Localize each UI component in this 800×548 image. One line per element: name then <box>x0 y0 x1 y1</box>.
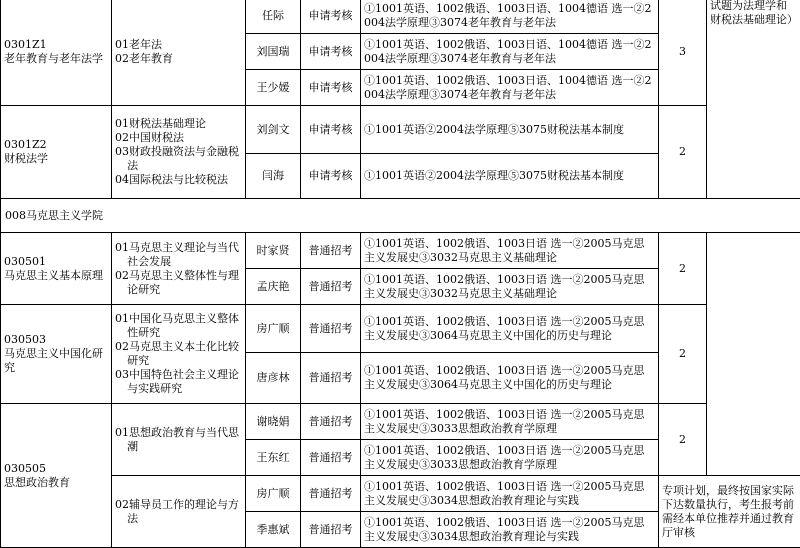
teacher-cell: 唐彦林 <box>246 353 301 404</box>
direction-item: 01中国化马克思主义整体性研究 <box>115 312 242 340</box>
exam-cell: ①1001英语②2004法学原理⑤3075财税法基本制度 <box>361 154 659 199</box>
mode-cell: 申请考核 <box>301 106 361 154</box>
direction-item: 03中国特色社会主义理论与实践研究 <box>115 368 242 396</box>
major-cell: 0301Z1 老年教育与老年法学 <box>1 0 112 106</box>
teacher-cell: 房广顺 <box>246 305 301 353</box>
direction-item: 01思想政治教育与当代思潮 <box>115 426 242 454</box>
direction-item: 02马克思主义本土化比较研究 <box>115 340 242 368</box>
direction-cell <box>112 0 246 106</box>
direction-item: 03财政投融资法与金融税法 <box>115 145 242 173</box>
teacher-cell: 王东红 <box>246 440 301 476</box>
teacher-cell: 任际 <box>246 0 301 34</box>
mode-cell: 申请考核 <box>301 0 361 34</box>
teacher-cell: 孟庆艳 <box>246 269 301 305</box>
note-cell: 试题为法理学和财税法基础理论） <box>707 0 800 199</box>
exam-cell: ①1001英语、1002俄语、1003日语 选一②2005马克思主义发展史③3064马克思主义中国化的历史与理论 <box>361 353 659 404</box>
direction-cell <box>112 404 246 476</box>
direction-item: 02马克思主义整体性与理论研究 <box>115 269 242 297</box>
mode-cell: 普通招考 <box>301 233 361 269</box>
note-cell <box>707 233 800 476</box>
mode-cell: 普通招考 <box>301 269 361 305</box>
teacher-cell: 刘国瑞 <box>246 34 301 70</box>
exam-cell: ①1001英语、1002俄语、1003日语 选一②2005马克思主义发展史③3032马克思主义基础理论 <box>361 233 659 269</box>
mode-cell: 普通招考 <box>301 440 361 476</box>
table-row <box>1 305 800 353</box>
direction-item: 02辅导员工作的理论与方法 <box>115 498 242 526</box>
mode-cell: 普通招考 <box>301 305 361 353</box>
department-row <box>1 199 800 233</box>
mode-cell: 普通招考 <box>301 404 361 440</box>
mode-cell: 普通招考 <box>301 476 361 512</box>
department-title: 008马克思主义学院 <box>1 199 800 233</box>
count-cell: 2 <box>659 305 707 404</box>
direction-cell <box>112 305 246 404</box>
exam-cell: ①1001英语②2004法学原理⑤3075财税法基本制度 <box>361 106 659 154</box>
direction-item: 01马克思主义理论与当代社会发展 <box>115 241 242 269</box>
exam-cell: ①1001英语、1002俄语、1003日语 选一②2005马克思主义发展史③3034思想政治教育理论与实践 <box>361 512 659 548</box>
direction-item: 02老年教育 <box>115 52 242 66</box>
count-cell: 2 <box>659 404 707 476</box>
teacher-cell: 季惠斌 <box>246 512 301 548</box>
direction-item: 02中国财税法 <box>115 131 242 145</box>
direction-cell <box>112 106 246 199</box>
major-cell: 030503 马克思主义中国化研究 <box>1 305 112 404</box>
count-cell: 2 <box>659 233 707 305</box>
direction-item: 01财税法基础理论 <box>115 117 242 131</box>
teacher-cell: 闫海 <box>246 154 301 199</box>
table-row <box>1 106 800 154</box>
exam-cell: ①1001英语、1002俄语、1003日语 选一②2005马克思主义发展史③3034思想政治教育理论与实践 <box>361 476 659 512</box>
table-row <box>1 233 800 269</box>
major-cell: 0301Z2 财税法学 <box>1 106 112 199</box>
direction-item: 04国际税法与比较税法 <box>115 173 242 187</box>
direction-item: 01老年法 <box>115 38 242 52</box>
mode-cell: 普通招考 <box>301 512 361 548</box>
mode-cell: 申请考核 <box>301 70 361 106</box>
teacher-cell: 谢晓娟 <box>246 404 301 440</box>
direction-cell <box>112 476 246 548</box>
table-row <box>1 404 800 440</box>
mode-cell: 普通招考 <box>301 353 361 404</box>
teacher-cell: 时家贤 <box>246 233 301 269</box>
mode-cell: 申请考核 <box>301 154 361 199</box>
exam-cell: ①1001英语、1002俄语、1003日语 选一②2005马克思主义发展史③3064马克思主义中国化的历史与理论 <box>361 305 659 353</box>
teacher-cell: 刘剑文 <box>246 106 301 154</box>
direction-cell <box>112 233 246 305</box>
count-cell: 3 <box>659 0 707 106</box>
count-cell: 2 <box>659 106 707 199</box>
special-plan-note: 专项计划，最终按国家实际下达数量执行，考生报考前需经本单位推荐并通过教育厅审核 <box>659 476 800 548</box>
mode-cell: 申请考核 <box>301 34 361 70</box>
exam-cell: ①1001英语、1002俄语、1003日语 选一②2005马克思主义发展史③3033思想政治教育学原理 <box>361 404 659 440</box>
teacher-cell: 王少媛 <box>246 70 301 106</box>
exam-cell: ①1001英语、1002俄语、1003日语、1004德语 选一②2004法学原理③3074老年教育与老年法 <box>361 0 659 34</box>
exam-cell: ①1001英语、1002俄语、1003日语 选一②2005马克思主义发展史③3033思想政治教育学原理 <box>361 440 659 476</box>
exam-cell: ①1001英语、1002俄语、1003日语 选一②2005马克思主义发展史③3032马克思主义基础理论 <box>361 269 659 305</box>
major-cell: 030501 马克思主义基本原理 <box>1 233 112 305</box>
exam-cell: ①1001英语、1002俄语、1003日语、1004德语 选一②2004法学原理③3074老年教育与老年法 <box>361 34 659 70</box>
teacher-cell: 房广顺 <box>246 476 301 512</box>
major-cell: 030505 思想政治教育 <box>1 404 112 548</box>
table-row <box>1 0 800 34</box>
exam-cell: ①1001英语、1002俄语、1003日语、1004德语 选一②2004法学原理③3074老年教育与老年法 <box>361 70 659 106</box>
table-row <box>1 476 800 512</box>
